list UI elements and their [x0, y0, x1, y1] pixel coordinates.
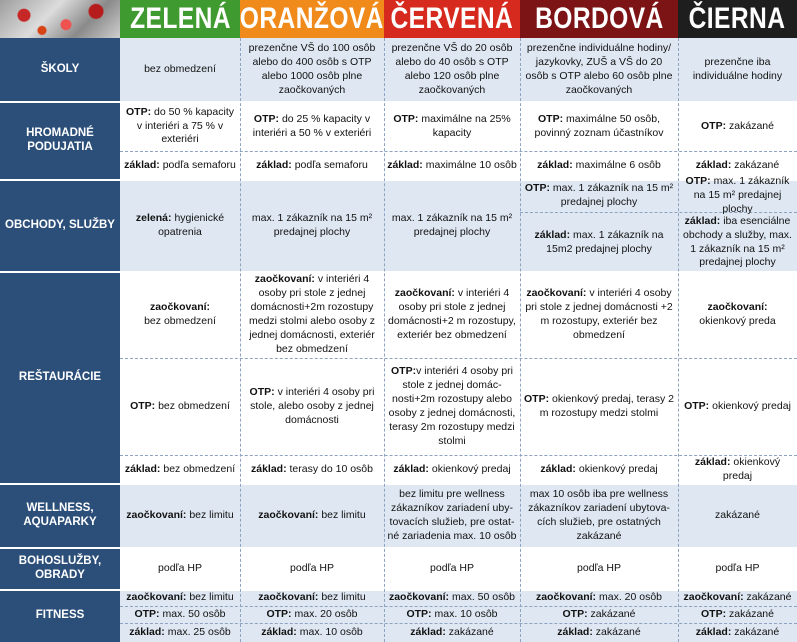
cell-restauracie-zaklad-oranzova: základ: terasy do 10 osôb — [250, 463, 373, 476]
cell-restauracie-zaklad-zelena: základ: bez obmedzení — [124, 463, 236, 476]
cell-fitness-zaock-zelena: zaočkovaní: bez limitu — [126, 591, 234, 604]
cell-podujatia-otp-zelena: OTP: do 50 % kapacity v interiéri a 75 % v exteriéri — [126, 105, 234, 146]
cell-wellness-cervena: bez limitu pre wellness zákazníkov zariadení ubytovacích služieb, pre ostatné zariadenia max. 10 osôb — [387, 488, 517, 542]
cell-restauracie-otp-zelena: OTP: bez obmedzení — [130, 400, 230, 413]
cell-restauracie-zaklad-cierna: základ: okienkový predaj — [694, 456, 781, 482]
cell-fitness-otp-cervena: OTP: max. 10 osôb — [406, 608, 498, 621]
cell-fitness-zaklad-zelena: základ: max. 25 osôb — [129, 626, 231, 639]
corner-photo — [0, 0, 120, 38]
row-header-wellness: WELLNESS, AQUAPARKY — [0, 484, 120, 548]
col-header-oranzova: ORANŽOVÁ — [240, 0, 384, 38]
cell-restauracie-otp-cervena: OTP:v interiéri 4 osoby pri stole z jednej domácnosti+2m rozostupy alebo osoby z jednej domácnosti, terasy 2m rozostupy medzi stolmi — [388, 365, 516, 447]
cell-fitness-zaklad-oranzova: základ: max. 10 osôb — [261, 626, 363, 639]
cell-podujatia-zaklad-cervena: základ: maximálne 10 osôb — [387, 159, 517, 172]
cell-podujatia-otp-oranzova: OTP: do 25 % kapacity v interiéri a 50 % v exteriéri — [252, 112, 372, 139]
row-header-podujatia: HROMADNÉ PODUJATIA — [0, 102, 120, 180]
cell-podujatia-zaklad-oranzova: základ: podľa semaforu — [256, 159, 368, 172]
cell-podujatia-otp-cierna: OTP: zakázané — [701, 119, 774, 132]
cell-wellness-bordova: max 10 osôb iba pre wellness zákazníkov zariadení ubytovacích služieb, pre ostatných zakázané — [528, 488, 670, 542]
row-header-restauracie: REŠTAURÁCIE — [0, 272, 120, 484]
col-header-cierna: ČIERNA — [678, 0, 797, 38]
row-header-skoly: ŠKOLY — [0, 38, 120, 102]
cell-podujatia-zaklad-bordova: základ: maximálne 6 osôb — [537, 159, 661, 172]
cell-restauracie-zaock-zelena: zaočkovaní: bez obmedzení — [144, 301, 216, 327]
cell-fitness-zaock-oranzova: zaočkovaní: bez limitu — [258, 591, 366, 604]
cell-restauracie-otp-bordova: OTP: okienkový predaj, terasy 2 m rozostupy medzi stolmi — [524, 393, 674, 419]
cell-skoly-bordova: prezenčne individuálne hodiny/ jazykovky, ZUŠ a VŠ do 20 osôb s OTP alebo 60 osôb plne zaočkovaných — [525, 42, 673, 96]
cell-obchody-cervena: max. 1 zákazník na 15 m² predajnej plochy — [391, 212, 513, 238]
cell-podujatia-zaklad-cierna: základ: zakázané — [695, 159, 780, 172]
row-header-fitness: FITNESS — [0, 590, 120, 642]
cell-fitness-zaklad-cierna: základ: zakázané — [695, 626, 780, 639]
cell-bohosluzby-oranzova: podľa HP — [290, 562, 334, 575]
cell-fitness-otp-zelena: OTP: max. 50 osôb — [134, 608, 226, 621]
cell-bohosluzby-bordova: podľa HP — [577, 562, 621, 575]
cell-restauracie-zaock-oranzova: zaočkovaní: v interiéri 4 osoby pri stole z jednej domácnosti+2m rozostupy medzi stolmi alebo osoby z jednej domácnosti, exteriér bez obmedzení — [248, 273, 376, 355]
cell-bohosluzby-cervena: podľa HP — [430, 562, 474, 575]
cell-fitness-otp-bordova: OTP: zakázané — [562, 608, 636, 621]
col-header-cervena: ČERVENÁ — [384, 0, 520, 38]
cell-fitness-zaock-cierna: zaočkovaní: zakázané — [683, 591, 792, 604]
cell-fitness-otp-oranzova: OTP: max. 20 osôb — [266, 608, 358, 621]
cell-restauracie-zaklad-cervena: základ: okienkový predaj — [393, 463, 511, 476]
cell-fitness-zaock-cervena: zaočkovaní: max. 50 osôb — [388, 591, 516, 604]
cell-obchody-bordova-zaklad: základ: max. 1 zákazník na 15m2 predajnej plochy — [534, 228, 664, 255]
row-header-obchody: OBCHODY, SLUŽBY — [0, 180, 120, 272]
cell-restauracie-otp-oranzova: OTP: v interiéri 4 osoby pri stole, alebo osoby z jednej domácnosti — [249, 386, 375, 426]
cell-obchody-zelena: zelená: hygienické opatrenia — [135, 212, 225, 238]
cell-skoly-cervena: prezenčne VŠ do 20 osôb alebo do 40 osôb s OTP alebo 120 osôb plne zaočkovaných — [391, 42, 513, 96]
cell-fitness-zaock-bordova: zaočkovaní: max. 20 osôb — [535, 591, 663, 604]
cell-podujatia-otp-bordova: OTP: maximálne 50 osôb, povinný zoznam účastníkov — [534, 112, 664, 139]
cell-wellness-zelena: zaočkovaní: bez limitu — [126, 509, 234, 522]
row-header-bohosluzby: BOHOSLUŽBY, OBRADY — [0, 548, 120, 590]
cell-podujatia-otp-cervena: OTP: maximálne na 25% kapacity — [393, 112, 511, 139]
cell-restauracie-zaock-cervena: zaočkovaní: v interiéri 4 osoby pri stole z jednej domácnosti+2 m rozostupy, exteriér bez obmedzení — [388, 287, 516, 341]
cell-fitness-otp-cierna: OTP: zakázané — [701, 608, 774, 621]
cell-podujatia-zaklad-zelena: základ: podľa semaforu — [124, 159, 236, 172]
cell-fitness-zaklad-cervena: základ: zakázané — [410, 626, 494, 639]
cell-wellness-cierna: zakázané — [715, 509, 760, 522]
col-header-bordova: BORDOVÁ — [520, 0, 678, 38]
cell-restauracie-zaklad-bordova: základ: okienkový predaj — [540, 463, 658, 476]
cell-restauracie-zaock-cierna: zaočkovaní: okienkový preda — [699, 301, 776, 327]
cell-restauracie-otp-cierna: OTP: okienkový predaj — [684, 400, 791, 413]
cell-wellness-oranzova: zaočkovaní: bez limitu — [258, 509, 366, 522]
cell-skoly-zelena: bez obmedzení — [144, 63, 216, 76]
cell-skoly-oranzova: prezenčne VŠ do 100 osôb alebo do 400 osôb s OTP alebo 1000 osôb plne zaočkovaných — [248, 42, 376, 96]
cell-bohosluzby-zelena: podľa HP — [158, 562, 202, 575]
cell-bohosluzby-cierna: podľa HP — [715, 562, 760, 575]
cell-fitness-zaklad-bordova: základ: zakázané — [557, 626, 641, 639]
cell-obchody-bordova-otp: OTP: max. 1 zákazník na 15 m² predajnej plochy — [524, 182, 674, 208]
cell-obchody-oranzova: max. 1 zákazník na 15 m² predajnej plochy — [251, 212, 373, 238]
cell-restauracie-zaock-bordova: zaočkovaní: v interiéri 4 osoby pri stole z jednej domácnosti +2 m rozostupy, exteriér bez obmedzení — [525, 287, 673, 341]
cell-obchody-cierna-otp: OTP: max. 1 zákazník na 15 m² predajnej plochy — [685, 175, 790, 215]
cell-obchody-cierna-zaklad: základ: iba esenciálne obchody a služby, max. 1 zákazník na 15 m² predajnej plochy — [683, 214, 792, 269]
col-header-zelena: ZELENÁ — [120, 0, 240, 38]
cell-skoly-cierna: prezenčne iba individuálne hodiny — [692, 56, 783, 82]
